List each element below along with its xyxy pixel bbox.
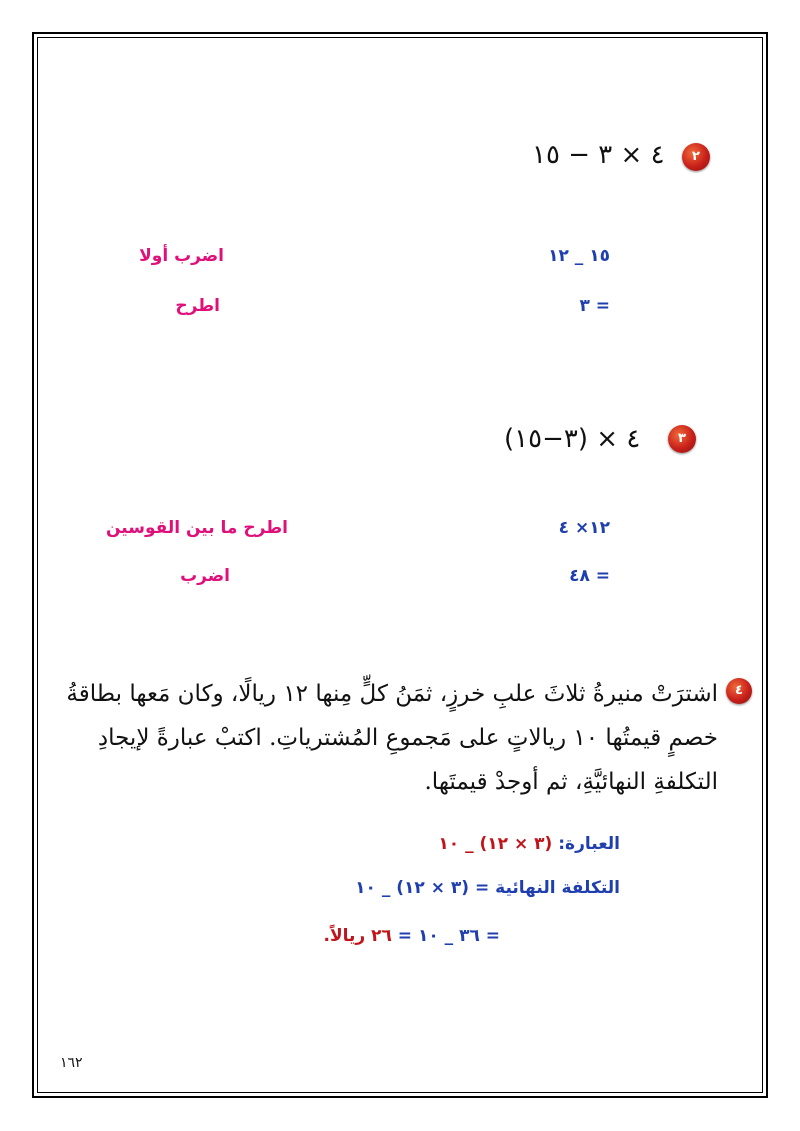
exercise-3-step-1-note: اطرح ما بين القوسين <box>105 518 288 538</box>
expression-value: (٣ × ١٢) _ ١٠ <box>438 834 553 854</box>
exercise-4-expression-line <box>438 834 620 854</box>
exercise-4-number-badge: ٤ <box>726 678 752 704</box>
exercise-2-step-1-note: اضرب أولا <box>139 246 224 266</box>
result-value: ٢٦ ريالاً. <box>323 926 392 946</box>
exercise-3-number-badge: ٣ <box>668 425 696 453</box>
exercise-3-step-2-note: اضرب <box>180 566 230 586</box>
exercise-2-step-1-math: ١٥ _ ١٢ <box>548 246 610 266</box>
page-number: ١٦٢ <box>60 1055 83 1071</box>
exercise-2-step-2-math: = ٣ <box>579 296 610 316</box>
final-cost-label: التكلفة النهائية = <box>475 878 620 898</box>
final-cost-value: (٣ × ١٢) _ ١٠ <box>355 878 470 898</box>
expression-label: العبارة: <box>558 834 620 854</box>
exercise-4-final-cost-line <box>355 878 620 898</box>
exercise-4-problem-text: اشترَتْ منيرةُ ثلاثَ علبِ خرزٍ، ثمَنُ كلٍّ مِنها ١٢ ريالًا، وكان مَعها بطاقةُ خصمٍ قيمتُها ١٠ ريالاتٍ على مَجموعِ المُشترياتِ. اكتبْ عبارةً لإيجادِ التكلفةِ النهائيَّةِ، ثم أوجدْ قيمتَها. <box>66 681 718 795</box>
exercise-2-expression: ٤ × ٣ − ١٥ <box>532 140 665 170</box>
exercise-3-step-1-math: ١٢× ٤ <box>558 518 610 538</box>
exercise-4-result-line <box>324 926 501 946</box>
exercise-3-step-2-math: = ٤٨ <box>569 566 610 586</box>
result-calculation: = ٣٦ _ ١٠ = <box>397 926 500 946</box>
exercise-2-step-2-note: اطرح <box>175 296 220 316</box>
exercise-2-number-badge: ٢ <box>682 143 710 171</box>
exercise-3-expression: ٤ × (٣−١٥) <box>504 424 641 454</box>
